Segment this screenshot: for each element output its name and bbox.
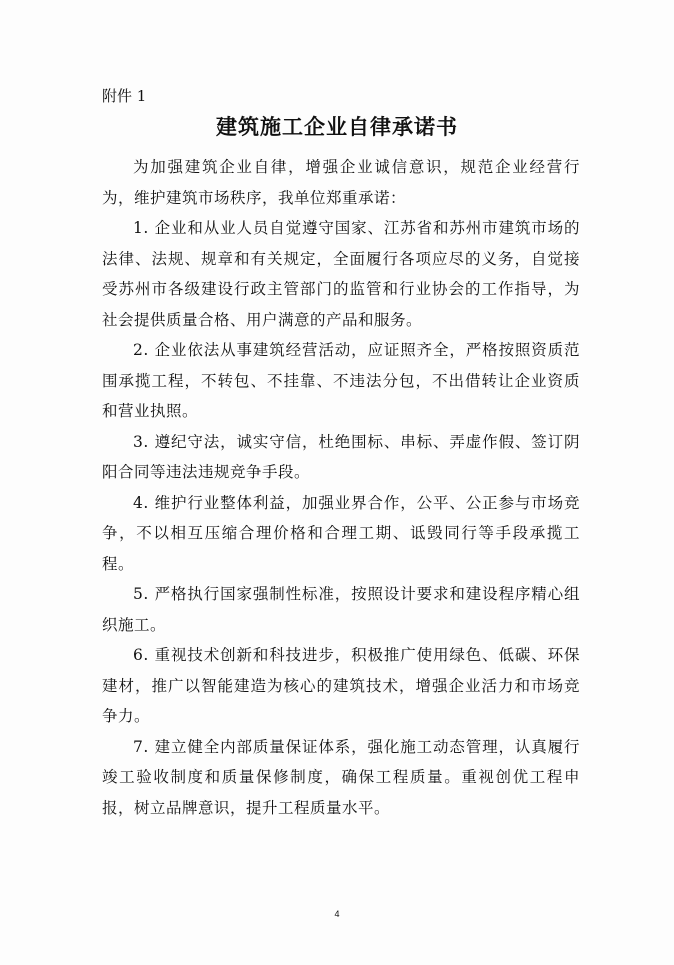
commitment-3: 3. 遵纪守法，诚实守信，杜绝围标、串标、弄虚作假、签订阴阳合同等违法违规竞争手段。 — [102, 432, 580, 481]
page-number: 4 — [334, 909, 340, 919]
commitment-4: 4. 维护行业整体利益，加强业界合作，公平、公正参与市场竞争，不以相互压缩合理价格和合理工期、诋毁同行等手段承揽工程。 — [102, 493, 580, 573]
intro-paragraph: 为加强建筑企业自律，增强企业诚信意识，规范企业经营行为，维护建筑市场秩序，我单位郑重承诺： — [102, 158, 580, 207]
attachment-label: 附件 1 — [102, 87, 147, 105]
commitment-6: 6. 重视技术创新和科技进步，积极推广使用绿色、低碳、环保建材，推广以智能建造为核心的建筑技术，增强企业活力和市场竞争力。 — [102, 646, 580, 725]
commitment-5: 5. 严格执行国家强制性标准，按照设计要求和建设程序精心组织施工。 — [102, 585, 580, 634]
document-body — [102, 152, 580, 823]
commitment-1: 1. 企业和从业人员自觉遵守国家、江苏省和苏州市建筑市场的法律、法规、规章和有关规定，全面履行各项应尽的义务，自觉接受苏州市各级建设行政主管部门的监管和行业协会的工作指导，为社会提供质量合格、用户满意的产品和服务。 — [102, 219, 580, 329]
document-title: 建筑施工企业自律承诺书 — [216, 114, 458, 139]
commitment-7: 7. 建立健全内部质量保证体系，强化施工动态管理，认真履行竣工验收制度和质量保修制度，确保工程质量。重视创优工程申报，树立品牌意识，提升工程质量水平。 — [102, 737, 580, 817]
commitment-2: 2. 企业依法从事建筑经营活动，应证照齐全，严格按照资质范围承揽工程，不转包、不挂靠、不违法分包，不出借转让企业资质和营业执照。 — [102, 341, 580, 420]
